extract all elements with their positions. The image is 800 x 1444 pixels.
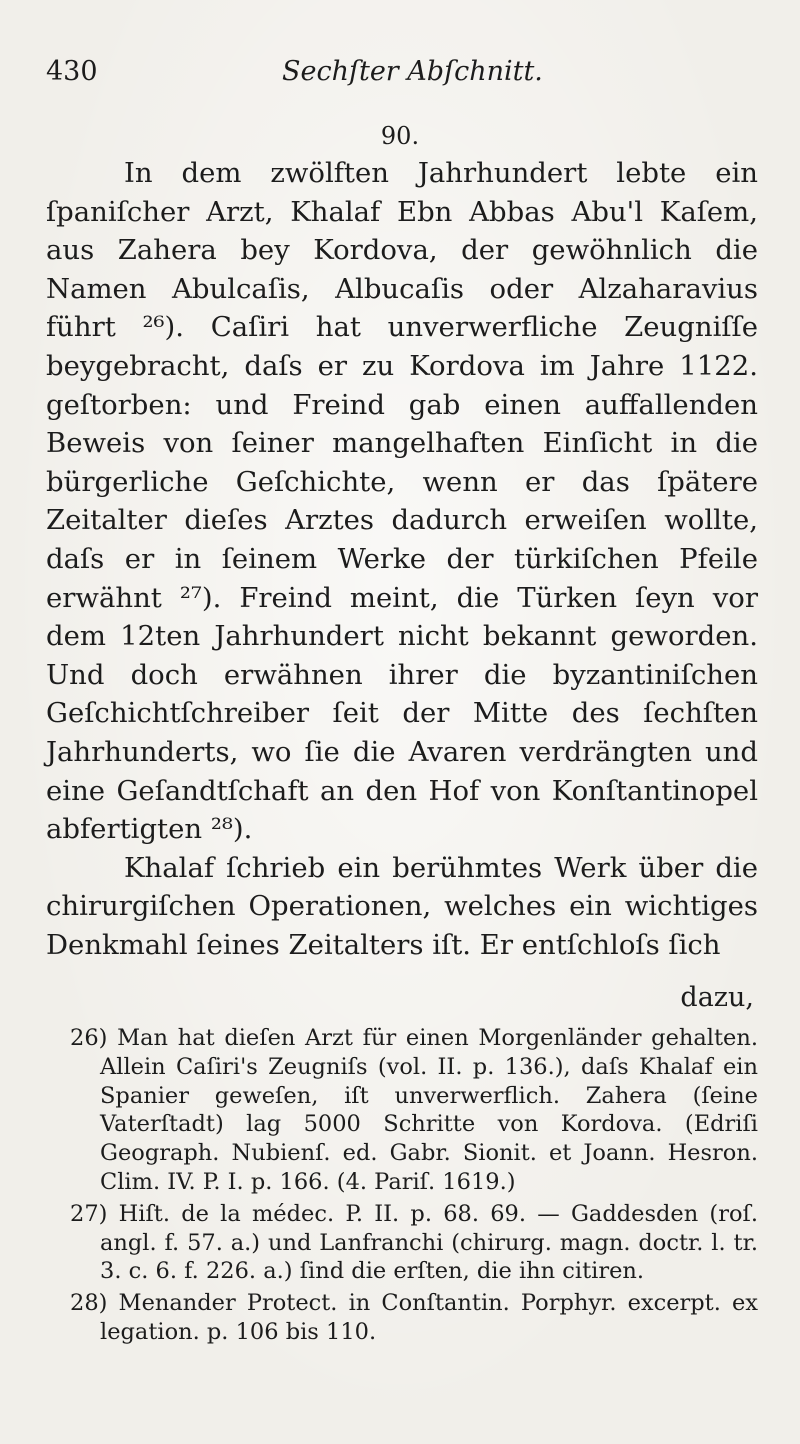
footnote: 28) Menander Protect. in Conſtantin. Porphyr. excerpt. ex legation. p. 106 bis 110.: [70, 1290, 758, 1345]
page-header: [46, 56, 760, 96]
paragraph: Khalaf ſchrieb ein berühmtes Werk über die chirurgiſchen Operationen, welches ein wichtiges Denkmahl ſeines Zeitalters iſt. Er entſchloſs ſich: [46, 851, 758, 961]
footnote: 26) Man hat dieſen Arzt für einen Morgenländer gehalten. Allein Caſiri's Zeugniſs (vol. II. p. 136.), daſs Khalaf ein Spanier geweſen, iſt unverwerflich. Zahera (ſeine Vaterſtadt) lag 5000 Schritte von Kordova. (Edriſi Geograph. Nubienſ. ed. Gabr. Sionit. et Joann. Hesron. Clim. IV. P. I. p. 166. (4. Pariſ. 1619.): [70, 1025, 758, 1195]
footnote: 27) Hiſt. de la médec. P. II. p. 68. 69. — Gaddesden (roſ. angl. f. 57. a.) und Lanfranchi (chirurg. magn. doctr. l. tr. 3. c. 6. f. 226. a.) ſind die erſten, die ihn citiren.: [70, 1200, 758, 1285]
footnotes: [46, 1024, 758, 1350]
main-text: [46, 154, 758, 964]
paragraph: In dem zwölften Jahrhundert lebte ein ſpaniſcher Arzt, Khalaf Ebn Abbas Abu'l Kaſem, aus Zahera bey Kordova, der gewöhnlich die Namen Abulcaſis, Albucaſis oder Alzaharavius führt ²⁶). Caſiri hat unverwerfliche Zeugniſſe beygebracht, daſs er zu Kordova im Jahre 1122. geſtorben: und Freind gab einen auffallenden Beweis von ſeiner mangelhaften Einſicht in die bürgerliche Geſchichte, wenn er das ſpätere Zeitalter dieſes Arztes dadurch erweiſen wollte, daſs er in ſeinem Werke der türkiſchen Pfeile erwähnt ²⁷). Freind meint, die Türken ſeyn vor dem 12ten Jahrhundert nicht bekannt geworden. Und doch erwähnen ihrer die byzantiniſchen Geſchichtſchreiber ſeit der Mitte des ſechſten Jahrhunderts, wo ſie die Avaren verdrängten und eine Geſandtſchaft an den Hof von Konſtantinopel abfertigten ²⁸).: [46, 157, 758, 846]
section-number: 90.: [380, 122, 420, 150]
page-number: 430: [46, 56, 98, 87]
running-head: Sechſter Abſchnitt.: [282, 56, 543, 87]
catchword: dazu,: [680, 982, 754, 1013]
